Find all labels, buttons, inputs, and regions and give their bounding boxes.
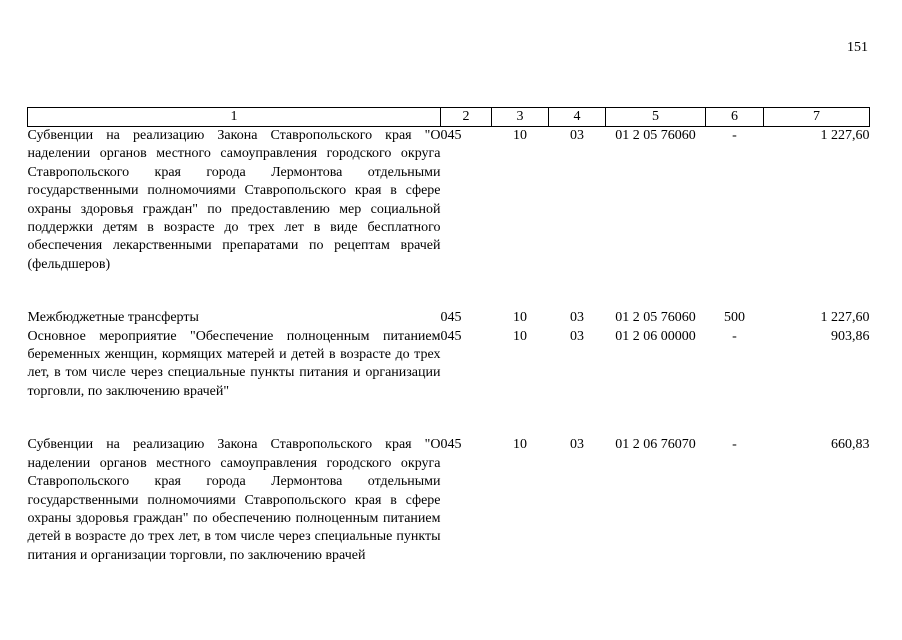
row-col-5: 01 2 05 76060 — [615, 310, 696, 326]
row-col-6: - — [732, 437, 737, 453]
row-col-5: 01 2 05 76060 — [615, 128, 696, 143]
row-col-6: - — [732, 128, 737, 143]
row-col-5: 01 2 06 76070 — [615, 437, 696, 453]
table-row — [28, 436, 870, 565]
column-header-3: 3 — [492, 108, 549, 127]
row-spacer — [28, 401, 870, 436]
row-col-6: - — [732, 328, 737, 344]
row-spacer — [28, 274, 870, 309]
row-col-5: 01 2 06 00000 — [615, 328, 696, 344]
row-col-3: 10 — [513, 437, 527, 453]
row-description: Межбюджетные трансферты — [27, 310, 199, 326]
column-header-2: 2 — [441, 108, 492, 127]
row-col-4: 03 — [570, 437, 584, 453]
row-col-7: 660,83 — [831, 437, 870, 453]
column-header-5: 5 — [606, 108, 706, 127]
row-description: Основное мероприятие "Обеспечение полноценным питанием беременных женщин, кормящих матерей и детей в возрасте до трех лет, в том числе через специальные пункты питания и организации торговли, по заключению врачей" — [27, 328, 441, 399]
row-col-4: 03 — [570, 328, 584, 344]
column-header-6: 6 — [706, 108, 764, 127]
row-col-4: 03 — [570, 310, 584, 326]
budget-table — [27, 107, 870, 565]
column-header-row — [28, 108, 870, 127]
row-col-7: 1 227,60 — [820, 310, 870, 326]
column-header-1: 1 — [28, 108, 441, 127]
row-description: Субвенции на реализацию Закона Ставропольского края "О наделении органов местного самоуправления городского округа Ставропольского края города Лермонтова отдельными государственными полномочиями Ставропольского края в сфере охраны здоровья граждан" по обеспечению полноценным питанием детей в возрасте до трех лет, в том числе через специальные пункты питания и организации торговли, по заключению врачей — [27, 437, 441, 563]
column-header-4: 4 — [549, 108, 606, 127]
row-col-3: 10 — [513, 310, 527, 326]
row-col-3: 10 — [513, 328, 527, 344]
row-col-2: 045 — [440, 310, 462, 326]
table-row — [28, 309, 870, 327]
row-col-2: 045 — [440, 437, 462, 453]
table-row — [28, 127, 870, 275]
row-col-2: 045 — [440, 128, 462, 143]
row-col-7: 1 227,60 — [820, 128, 870, 143]
row-col-2: 045 — [440, 328, 462, 344]
row-col-7: 903,86 — [831, 328, 870, 344]
row-col-6: 500 — [724, 310, 745, 326]
table-row — [28, 328, 870, 402]
row-col-3: 10 — [513, 128, 527, 143]
page-number: 151 — [847, 40, 868, 55]
row-description: Субвенции на реализацию Закона Ставропольского края "О наделении органов местного самоуправления городского округа Ставропольского края города Лермонтова отдельными государственными полномочиями Ставропольского края в сфере охраны здоровья граждан" по предоставлению мер социальной поддержки детям в возрасте до трех лет в виде бесплатного обеспечения лекарственными препаратами по рецептам врачей (фельдшеров) — [27, 128, 441, 272]
row-col-4: 03 — [570, 128, 584, 143]
column-header-7: 7 — [764, 108, 870, 127]
